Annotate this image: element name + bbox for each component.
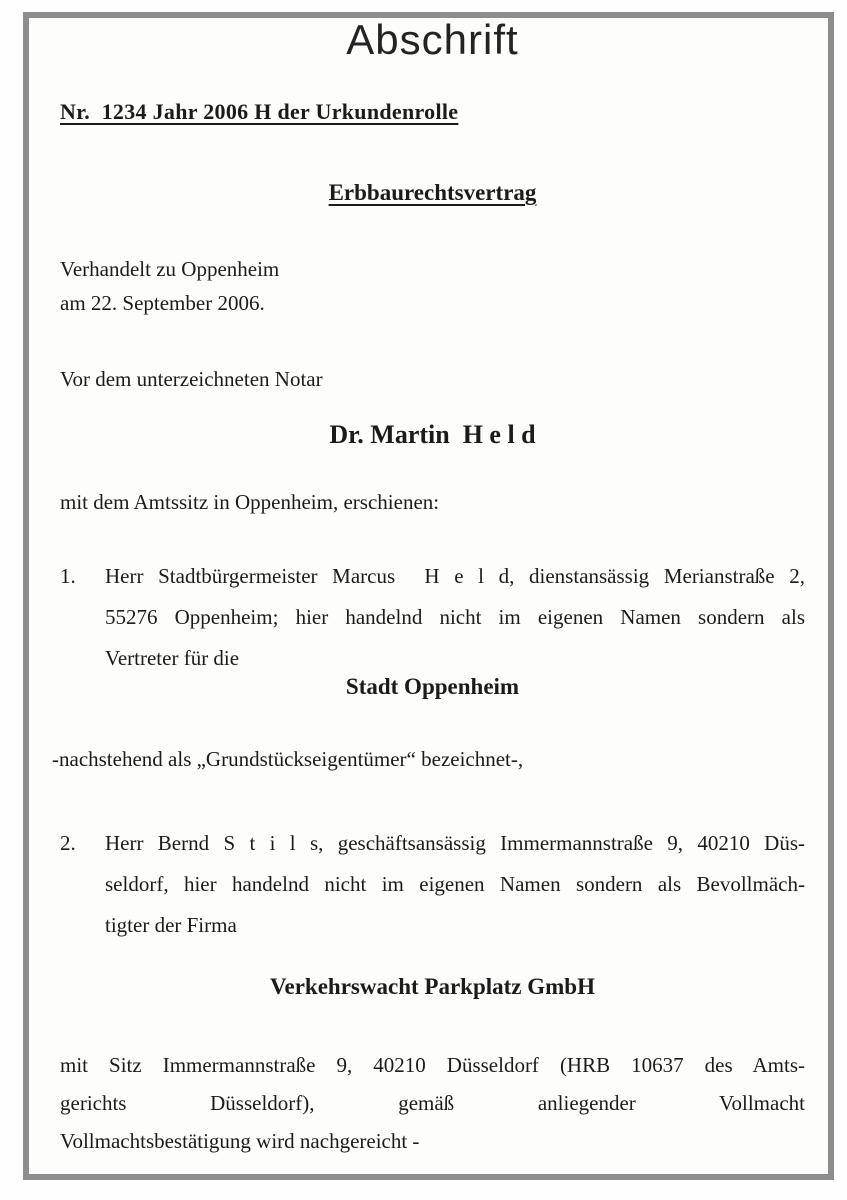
party-1-number: 1. <box>60 564 76 588</box>
notary-seat-line: mit dem Amtssitz in Oppenheim, erschienen: <box>60 490 440 514</box>
party-2-paragraph <box>60 823 805 946</box>
party-1-line: 55276 Oppenheim; hier handelnd nicht im eigenen Namen sondern als <box>105 605 805 629</box>
copy-label: Abschrift <box>346 16 519 63</box>
deed-roll-number: Nr. 1234 Jahr 2006 H der Urkundenrolle <box>60 99 459 124</box>
party-2-line: tigter der Firma <box>105 913 237 937</box>
notary-name: Dr. Martin H e l d <box>329 420 536 449</box>
party-1-paragraph <box>60 556 805 679</box>
company-seat-line: mit Sitz Immermannstraße 9, 40210 Düsseldorf (HRB 10637 des Amts- <box>60 1053 805 1077</box>
party-2-number: 2. <box>60 831 76 855</box>
venue-line: Verhandelt zu Oppenheim <box>60 257 280 281</box>
company-seat-line: Vollmachtsbestätigung wird nachgereicht - <box>60 1129 420 1153</box>
party-2-entity-name: Verkehrswacht Parkplatz GmbH <box>270 974 595 999</box>
document-content <box>52 0 805 1200</box>
party-1-entity-name: Stadt Oppenheim <box>345 674 520 699</box>
party-1-line: Vertreter für die <box>105 646 240 670</box>
company-seat-line: gerichts Düsseldorf), gemäß anliegender Vollmacht <box>60 1091 805 1115</box>
company-seat-paragraph <box>60 1046 805 1160</box>
party-1-line: Herr Stadtbürgermeister Marcus H e l d, dienstansässig Merianstraße 2, <box>105 564 805 588</box>
party-1-text <box>105 556 805 679</box>
party-2-line: Herr Bernd S t i l s, geschäftsansässig Immermannstraße 9, 40210 Düs- <box>105 831 805 855</box>
notary-intro-line: Vor dem unterzeichneten Notar <box>60 367 323 391</box>
owner-designation-line: -nachstehend als „Grundstückseigentümer“ bezeichnet-, <box>52 747 524 771</box>
date-line: am 22. September 2006. <box>60 291 265 315</box>
contract-title: Erbbaurechtsvertrag <box>328 180 537 205</box>
party-2-line: seldorf, hier handelnd nicht im eigenen Namen sondern als Bevollmäch- <box>105 872 805 896</box>
party-2-text <box>105 823 805 946</box>
